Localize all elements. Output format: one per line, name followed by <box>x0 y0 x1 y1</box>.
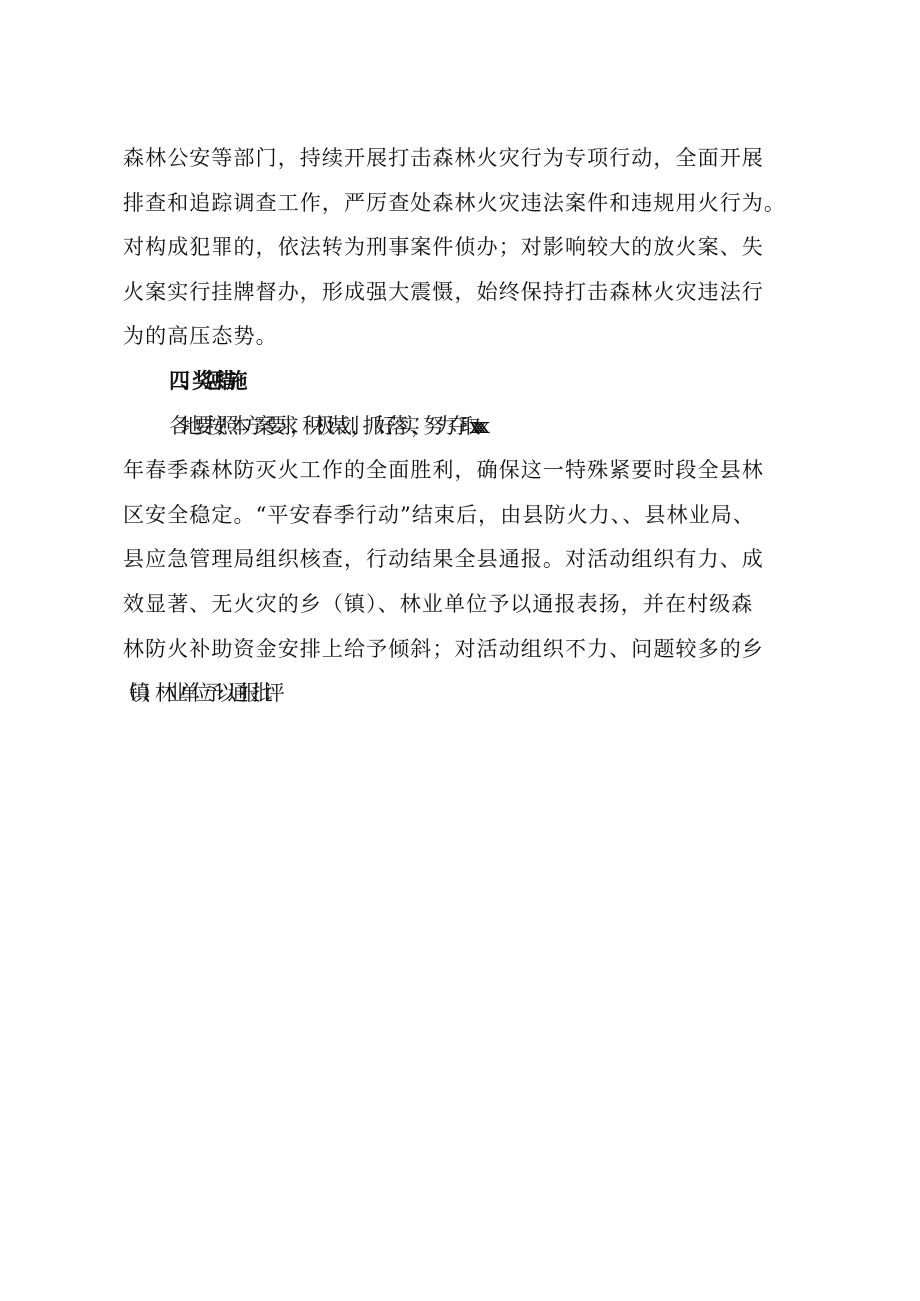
paragraph-line: 县应急管理局组织核查，行动结果全县通报。对活动组织有力、成 <box>123 547 764 572</box>
paragraph-line: 年春季森林防灭火工作的全面胜利，确保这一特殊紧要时段全县林 <box>123 458 764 483</box>
paragraph-line: 区安全稳定。“平安春季行动”结束后，由县防火力、、县林业局、 <box>123 502 755 527</box>
paragraph-line: 森林公安等部门，持续开展打击森林火灾行为专项行动，全面开展 <box>123 146 764 170</box>
paragraph-line: 各地要按照本方案要求，积极谋划，抓好落实，努力夺取 xxxx <box>169 413 482 438</box>
paragraph-rewards-penalties <box>117 404 813 716</box>
section-heading-rewards-penalties: 四、奖惩措施 <box>169 368 238 393</box>
paragraph-line: 对构成犯罪的，依法转为刑事案件侦办；对影响较大的放火案、失 <box>123 235 764 260</box>
paragraph-line: （镇）、林业单位予以通报批评 <box>117 681 276 706</box>
paragraph-line: 排查和追踪调查工作，严厉查处森林火灾违法案件和违规用火行为。 <box>123 190 786 215</box>
document-body <box>117 136 813 716</box>
paragraph-line: 效显著、无火灾的乡（镇）、林业单位予以通报表扬，并在村级森 <box>123 591 754 616</box>
paragraph-line: 火案实行挂牌督办，形成强大震慑，始终保持打击森林火灾违法行 <box>123 279 764 304</box>
paragraph-line: 林防火补助资金安排上给予倾斜；对活动组织不力、问题较多的乡 <box>123 636 764 661</box>
paragraph-line: 为的高压态势。 <box>123 324 278 349</box>
paragraph-forest-police <box>123 136 813 359</box>
